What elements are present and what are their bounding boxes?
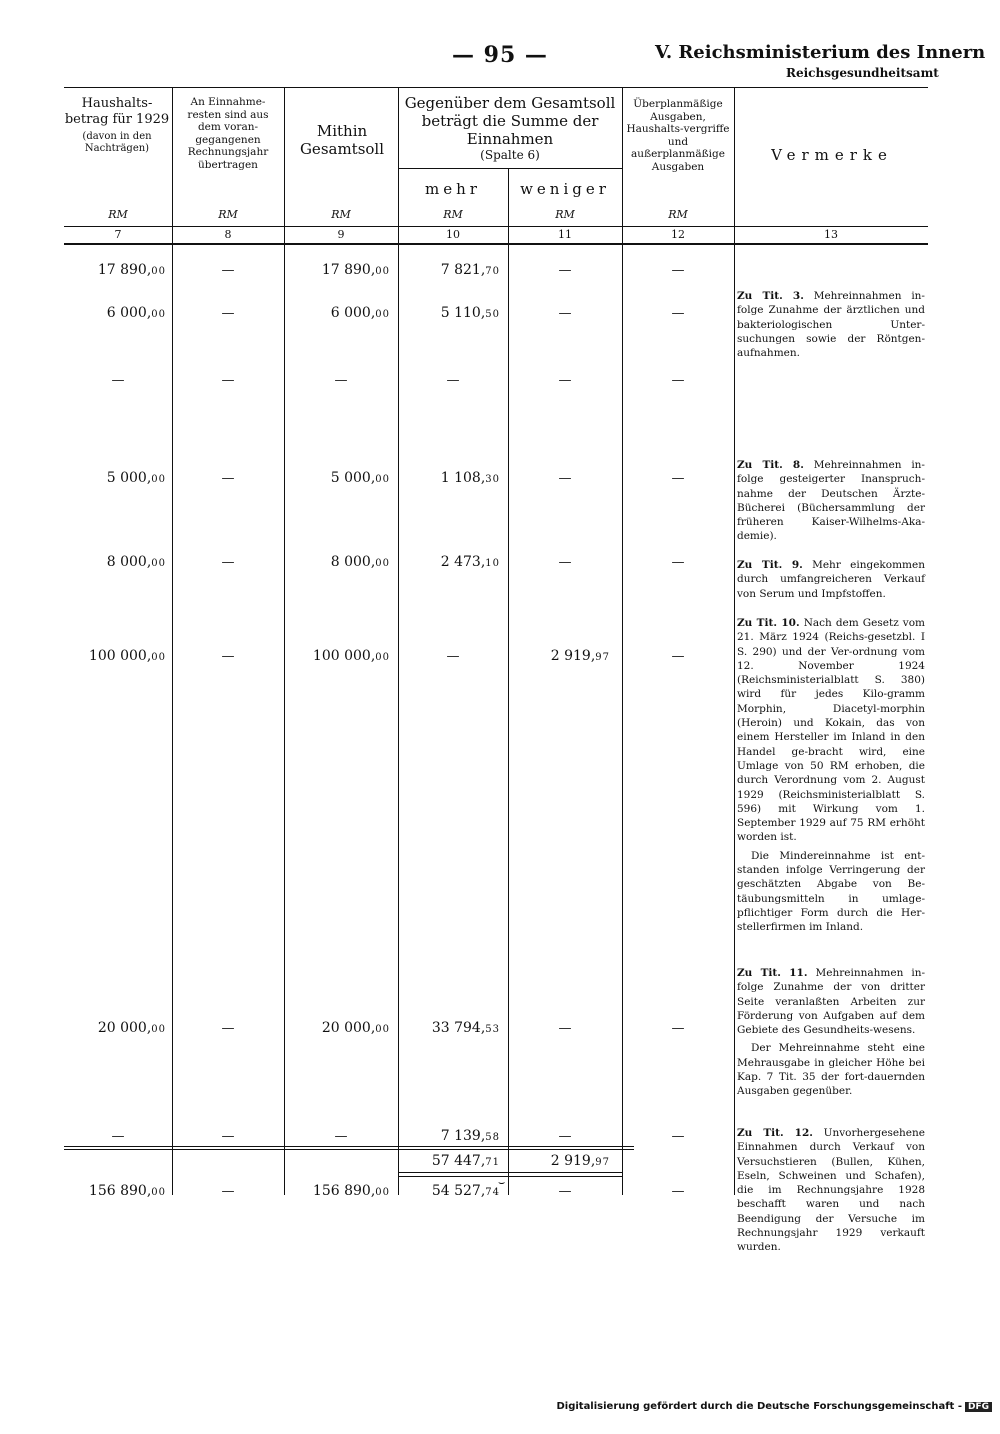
table-cell: 57 447,71 [431, 1153, 500, 1169]
table-cell: — [671, 306, 685, 321]
unit-label: RM [555, 208, 575, 221]
table-cell: — [671, 1021, 685, 1036]
note-tit-11 [737, 966, 925, 1103]
col12-header: Überplanmäßige Ausgaben, Haushalts-vergriffe und außerplanmäßige Ausgaben [626, 98, 730, 173]
table-cell: 156 890,00 [312, 1183, 390, 1199]
table-cell: — [221, 1021, 235, 1036]
table-cell: — [671, 649, 685, 664]
note-tit-12 [737, 1126, 925, 1259]
column-number: 11 [558, 228, 572, 241]
sum-rule [64, 1149, 634, 1150]
column-number: 13 [824, 228, 838, 241]
col-divider [734, 87, 735, 1195]
column-number: 12 [671, 228, 685, 241]
note-text: Nach dem Gesetz vom 21. März 1924 (Reichs-gesetzbl. I S. 290) und der Ver-ordnung vom 12. November 1924 (Reichsministerialblatt S. 380) wird für jedes Kilo-gramm Morphin, Diacetyl-morphin (Heroin) und Kokain, das von einem Hersteller im Inland in den Handel ge-bracht wird, eine Umlage von 50 RM erhoben, die durch Verordnung vom 2. August 1929 (Reichsministerialblatt S. 596) mit Wirkung vom 1. September 1929 auf 75 RM erhöht worden ist. [737, 617, 925, 844]
table-cell: 100 000,00 [88, 648, 166, 664]
table-top-rule [64, 87, 928, 88]
unit-label: RM [443, 208, 463, 221]
table-cell: — [558, 1184, 572, 1199]
header-rule [64, 226, 928, 227]
digitization-footer [556, 1401, 992, 1412]
note-text: Mehreinnahmen in-folge Zunahme der von dritter Seite veranlaßten Arbeiten zur Förderung von Aufgaben auf dem Gebiete des Gesundheits-wesens. [737, 967, 926, 1037]
column-number: 10 [446, 228, 460, 241]
table-cell: — [558, 555, 572, 570]
group-header-sub: (Spalte 6) [480, 148, 540, 162]
table-cell: — [558, 373, 572, 388]
table-cell: 156 890,00 [88, 1183, 166, 1199]
note-text: Mehreinnahmen in-folge Zunahme der ärztlichen und bakteriologischen Unter-suchungen sowie der Röntgen-aufnahmen. [737, 290, 925, 360]
column-number: 9 [337, 228, 345, 241]
group-header-title: Gegenüber dem Gesamtsoll beträgt die Summe der Einnahmen [404, 94, 616, 148]
table-cell: 5 000,00 [330, 470, 390, 486]
unit-label: RM [668, 208, 688, 221]
table-cell: 7 821,70 [440, 262, 500, 278]
table-cell: — [558, 1129, 572, 1144]
table-cell: 2 919,97 [550, 1153, 610, 1169]
col7-header [64, 96, 170, 155]
column-number: 7 [114, 228, 122, 241]
col10-header: mehr [425, 180, 481, 198]
table-cell: — [111, 373, 125, 388]
table-cell: — [334, 1129, 348, 1144]
note-ref: Zu Tit. 10. [737, 617, 800, 629]
note-tit-8 [737, 458, 925, 548]
ministry-heading: V. Reichsministerium des Innern [655, 42, 986, 63]
subtotal-rule [398, 1176, 622, 1177]
table-cell: 5 000,00 [106, 470, 166, 486]
table-cell: 6 000,00 [106, 305, 166, 321]
column-number: 8 [224, 228, 232, 241]
table-cell: — [558, 306, 572, 321]
unit-label: RM [331, 208, 351, 221]
table-cell: 20 000,00 [97, 1020, 166, 1036]
table-cell: — [221, 1129, 235, 1144]
table-cell: — [558, 471, 572, 486]
table-cell: — [558, 1021, 572, 1036]
table-cell: 7 139,58 [440, 1128, 500, 1144]
office-heading: Reichsgesundheitsamt [786, 66, 939, 80]
note-text: Mehreinnahmen in-folge gesteigerter Inanspruch-nahme der Deutschen Ärzte-Bücherei (Büchersammlung der früheren Kaiser-Wilhelms-Aka-demie). [737, 459, 925, 543]
brace-mark: ⌣ [498, 1176, 506, 1189]
table-cell: — [446, 649, 460, 664]
table-cell: 17 890,00 [321, 262, 390, 278]
unit-label: RM [218, 208, 238, 221]
note-text: Der Mehreinnahme steht eine Mehrausgabe in gleicher Höhe bei Kap. 7 Tit. 35 der fort-dauernden Ausgaben gegenüber. [737, 1042, 925, 1098]
table-cell: 8 000,00 [330, 554, 390, 570]
table-cell: — [221, 306, 235, 321]
note-ref: Zu Tit. 3. [737, 290, 804, 302]
col7-sublabel: (davon in den Nachträgen) [82, 131, 152, 155]
subtotal-rule [398, 1172, 622, 1173]
table-cell: — [671, 1129, 685, 1144]
note-ref: Zu Tit. 8. [737, 459, 804, 471]
table-cell: — [221, 649, 235, 664]
table-cell: 17 890,00 [97, 262, 166, 278]
table-cell: 1 108,30 [440, 470, 500, 486]
col-divider [172, 87, 173, 1195]
table-cell: 100 000,00 [312, 648, 390, 664]
table-cell: — [334, 373, 348, 388]
note-text: Die Mindereinnahme ist ent-standen infolge Verringerung der geschätzten Abgabe von Be-täubungsmitteln in umlage-pflichtiger Form durch die Her-stellerfirmen im Inland. [737, 849, 925, 934]
dfg-logo: DFG [965, 1402, 992, 1412]
col11-header: weniger [520, 180, 610, 198]
col9-header: Mithin Gesamtsoll [299, 122, 385, 158]
col8-header: An Einnahme-resten sind aus dem voran-gegangenen Rechnungsjahr übertragen [187, 96, 269, 171]
col7-label: Haushalts-betrag für 1929 [64, 96, 170, 127]
table-cell: — [221, 1184, 235, 1199]
table-cell: — [558, 263, 572, 278]
table-cell: 33 794,53 [431, 1020, 500, 1036]
note-ref: Zu Tit. 11. [737, 967, 808, 979]
group-header [402, 94, 618, 162]
col-divider [622, 87, 623, 1195]
note-text: Unvorhergesehene Einnahmen durch Verkauf von Versuchstieren (Bullen, Kühen, Eseln, Schweinen und Schafen), die im Rechnungsjahre 1928 beschafft waren und nach Beendigung der Versuche im Rechnungsjahr 1929 verkauft wurden. [737, 1127, 925, 1254]
table-cell: 2 919,97 [550, 648, 610, 664]
table-cell: — [671, 555, 685, 570]
unit-label: RM [108, 208, 128, 221]
table-cell: — [221, 471, 235, 486]
col-divider [508, 168, 509, 1195]
table-cell: 20 000,00 [321, 1020, 390, 1036]
note-ref: Zu Tit. 12. [737, 1127, 813, 1139]
note-tit-9 [737, 558, 925, 605]
table-cell: 2 473,10 [440, 554, 500, 570]
table-cell: — [671, 471, 685, 486]
sum-rule [64, 1146, 634, 1147]
page-number: — 95 — [452, 42, 548, 68]
table-cell: — [111, 1129, 125, 1144]
table-cell: 54 527,74 [431, 1183, 500, 1199]
table-cell: — [671, 1184, 685, 1199]
table-cell: — [221, 263, 235, 278]
table-cell: — [671, 263, 685, 278]
group-header-rule [398, 168, 623, 169]
body-top-rule [64, 243, 928, 245]
table-cell: 5 110,50 [440, 305, 500, 321]
note-ref: Zu Tit. 9. [737, 559, 803, 571]
note-text: Mehr eingekommen durch umfangreicheren Verkauf von Serum und Impfstoffen. [737, 559, 925, 600]
footer-text: Digitalisierung gefördert durch die Deutsche Forschungsgemeinschaft - [556, 1401, 962, 1412]
note-tit-3 [737, 289, 925, 364]
table-cell: — [446, 373, 460, 388]
table-cell: 6 000,00 [330, 305, 390, 321]
table-cell: 8 000,00 [106, 554, 166, 570]
table-cell: — [671, 373, 685, 388]
table-cell: — [221, 555, 235, 570]
table-cell: — [221, 373, 235, 388]
col13-header: Vermerke [771, 146, 893, 164]
note-tit-10 [737, 616, 925, 939]
